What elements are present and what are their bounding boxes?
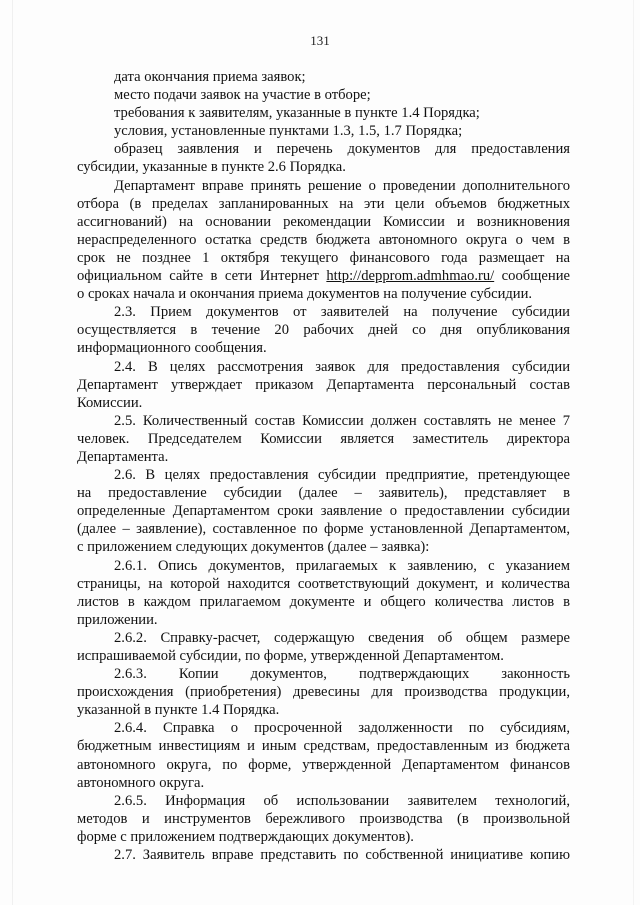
text-line: листов в каждом прилагаемом документе и общего количества листов в (77, 593, 570, 610)
text-line: автономного округа, по форме, утвержденной Департаментом финансов (77, 756, 570, 773)
text-line: определенные Департаментом сроки заявление о предоставлении субсидии (77, 503, 570, 520)
text-line: Департамент утверждает приказом Департамента персональный состав (77, 376, 570, 393)
text-line: субсидии, указанные в пункте 2.6 Порядка. (77, 159, 346, 176)
text-line: 2.4. В целях рассмотрения заявок для предоставления субсидии (114, 358, 570, 375)
text-line: Департамента. (77, 448, 169, 465)
text-line: информационного сообщения. (77, 340, 267, 357)
text-line: условия, установленные пунктами 1.3, 1.5, 1.7 Порядка; (114, 123, 463, 140)
text-line: о сроках начала и окончания приема документов на получение субсидии. (77, 286, 533, 303)
text-line: требования к заявителям, указанные в пункте 1.4 Порядка; (114, 105, 480, 122)
text-line: образец заявления и перечень документов для предоставления (114, 141, 570, 158)
text-line: 2.6.5. Информация об использовании заявителем технологий, (114, 792, 570, 809)
text-line: Комиссии. (77, 394, 143, 411)
text-line: человек. Председателем Комиссии является заместитель директора (77, 430, 570, 447)
text-line: автономного округа. (77, 774, 205, 791)
text-line: 2.5. Количественный состав Комиссии должен составлять не менее 7 (114, 412, 570, 429)
text-line: 2.6.3. Копии документов, подтверждающих законность (114, 666, 570, 683)
text-line: срок не позднее 1 октября текущего финансового года размещает на (77, 249, 570, 266)
text-line: 2.6. В целях предоставления субсидии предприятие, претендующее (114, 467, 570, 484)
text-line: место подачи заявок на участие в отборе; (114, 87, 371, 104)
text-line: осуществляется в течение 20 рабочих дней со дня опубликования (77, 322, 570, 339)
text-line: (далее – заявление), составленное по форме установленной Департаментом, (77, 521, 570, 538)
text-line: 2.6.4. Справка о просроченной задолженности по субсидиям, (114, 720, 570, 737)
text-line: бюджетным инвестициям и иным средствам, предоставленным из бюджета (77, 738, 570, 755)
text-line: происхождения (приобретения) древесины для производства продукции, (77, 684, 570, 701)
text-line: официальном сайте в сети Интернет http://depprom.admhmao.ru/ сообщение (77, 268, 570, 285)
text-line: нераспределенного остатка средств бюджета автономного округа о чем в (77, 231, 570, 248)
text-line: страницы, на которой находится соответствующий документ, и количества (77, 575, 570, 592)
website-link[interactable]: http://depprom.admhmao.ru/ (326, 268, 495, 285)
text-line: 2.6.2. Справку-расчет, содержащую сведения об общем размере (114, 629, 570, 646)
text-line: 2.6.1. Опись документов, прилагаемых к заявлению, с указанием (114, 557, 570, 574)
text-line: дата окончания приема заявок; (114, 69, 306, 85)
text-line: указанной в пункте 1.4 Порядка. (77, 702, 280, 719)
text-line: приложении. (77, 611, 158, 628)
scan-edge-left (12, 0, 13, 905)
text-line: 2.7. Заявитель вправе представить по собственной инициативе копию (114, 847, 570, 864)
text-line: ассигнований) на основании рекомендации Комиссии и возникновения (77, 213, 570, 230)
text-line: Департамент вправе принять решение о проведении дополнительного (114, 177, 570, 194)
document-body (77, 68, 570, 864)
text-line: испрашиваемой субсидии, по форме, утвержденной Департаментом. (77, 648, 504, 664)
page-number: 131 (310, 33, 330, 48)
text-line: 2.3. Прием документов от заявителей на получение субсидии (114, 304, 570, 321)
scan-edge-right (633, 0, 634, 905)
text-line: отбора (в пределах запланированных на эти цели объемов бюджетных (77, 195, 570, 212)
text-line: с приложением следующих документов (далее – заявка): (77, 539, 430, 556)
text-line: методов и инструментов бережливого производства (в произвольной (77, 810, 570, 827)
text-line: форме с приложением подтверждающих документов). (77, 828, 414, 845)
text-line: на предоставление субсидии (далее – заявитель), представляет в (77, 485, 570, 502)
